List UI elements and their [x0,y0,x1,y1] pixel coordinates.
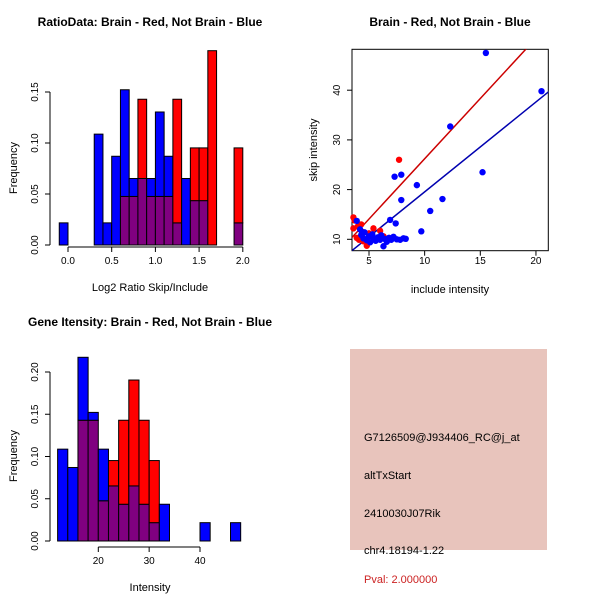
info-line-gene-name: 2410030J07Rik [364,508,441,520]
svg-text:0.05: 0.05 [30,489,41,509]
info-line-pval: Pval: 2.000000 [364,574,438,586]
svg-text:30: 30 [143,556,155,567]
info-line-probe-id: G7126509@J934406_RC@j_at [364,432,520,444]
ratio-histogram-xlabel: Log2 Ratio Skip/Include [91,282,209,294]
svg-text:10: 10 [419,256,431,267]
intensity-scatter-canvas [300,0,600,300]
svg-text:0.0: 0.0 [61,256,75,267]
panel-gene-intensity-histogram [0,300,300,600]
svg-text:2.0: 2.0 [235,256,250,267]
svg-text:40: 40 [194,556,206,567]
svg-text:15: 15 [474,256,486,267]
svg-text:20: 20 [92,556,104,567]
svg-text:1.0: 1.0 [148,256,163,267]
svg-text:0.05: 0.05 [30,184,41,204]
svg-text:0.10: 0.10 [30,446,41,467]
ratio-histogram-ylabel: Frequency [8,142,20,194]
intensity-scatter-xlabel: include intensity [410,284,490,296]
gene-intensity-histogram-title: Gene Itensity: Brain - Red, Not Brain - Blue [27,315,273,329]
svg-text:5: 5 [366,256,372,267]
gene-intensity-histogram-canvas [0,300,300,600]
panel-ratio-histogram [0,0,300,300]
panel-gene-info [300,300,600,600]
svg-text:0.5: 0.5 [104,256,119,267]
panel-intensity-scatter [300,0,600,300]
svg-text:20: 20 [332,184,343,196]
svg-text:0.00: 0.00 [30,531,41,551]
ratio-histogram-title: RatioData: Brain - Red, Not Brain - Blue [37,15,263,29]
intensity-scatter-title: Brain - Red, Not Brain - Blue [369,15,531,29]
gene-intensity-histogram-ylabel: Frequency [8,430,20,482]
svg-text:0.10: 0.10 [30,133,41,153]
intensity-scatter-ylabel: skip intensity [308,118,320,182]
info-line-locus: chr4.18194-1.22 [364,545,445,557]
svg-text:0.00: 0.00 [30,235,41,255]
info-line-event-type: altTxStart [364,470,412,482]
svg-text:0.15: 0.15 [30,404,41,424]
svg-text:1.5: 1.5 [192,256,207,267]
svg-text:0.15: 0.15 [30,82,41,102]
svg-text:20: 20 [530,256,542,267]
svg-text:40: 40 [332,84,343,96]
svg-text:0.20: 0.20 [30,362,41,382]
svg-text:30: 30 [332,134,343,146]
gene-intensity-histogram-xlabel: Intensity [129,582,171,594]
svg-text:10: 10 [332,233,343,245]
info-box [350,349,547,586]
ratio-histogram-canvas [0,0,300,300]
